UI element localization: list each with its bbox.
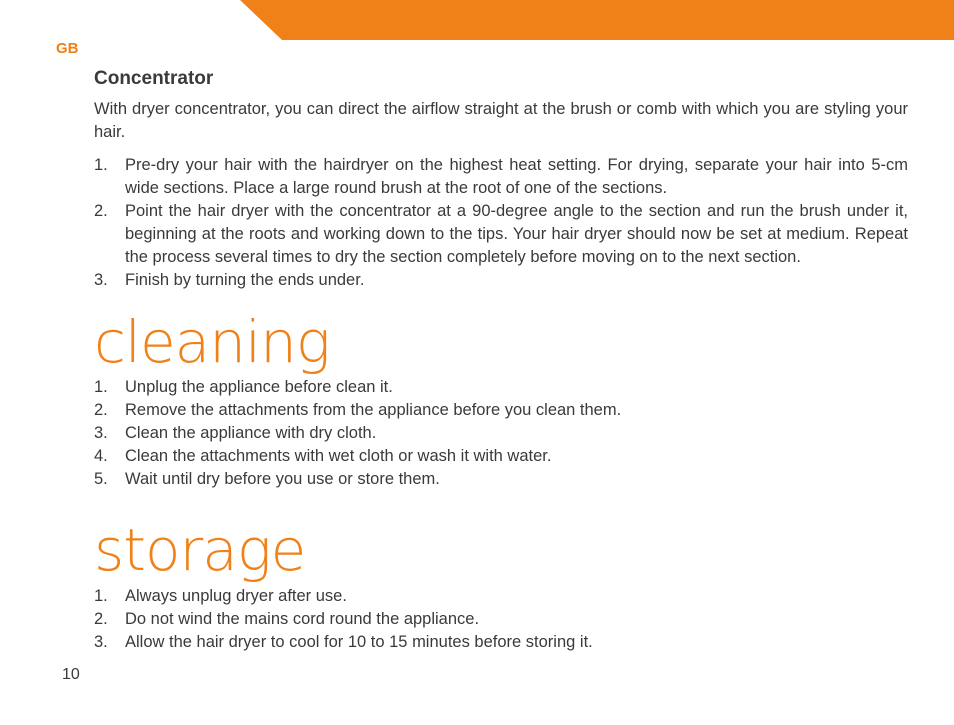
step-text: Remove the attachments from the appliance before you clean them. — [125, 401, 622, 419]
step-number: 2. — [94, 401, 108, 419]
list-item — [94, 376, 908, 399]
step-number: 4. — [94, 447, 108, 465]
list-item — [94, 445, 908, 468]
step-number: 2. — [94, 610, 108, 628]
list-item — [94, 631, 908, 654]
step-text: Do not wind the mains cord round the appliance. — [125, 610, 480, 628]
concentrator-heading: Concentrator — [94, 68, 214, 89]
list-item — [94, 608, 908, 631]
list-item — [94, 468, 908, 491]
step-number: 2. — [94, 202, 108, 220]
concentrator-intro: With dryer concentrator, you can direct the airflow straight at the brush or comb with which you are styling your hair. — [94, 100, 908, 141]
step-number: 1. — [94, 378, 108, 396]
step-number: 1. — [94, 587, 108, 605]
list-item — [94, 585, 908, 608]
step-number: 3. — [94, 633, 108, 651]
step-text: Clean the attachments with wet cloth or wash it with water. — [125, 447, 552, 465]
step-text: Wait until dry before you use or store them. — [125, 470, 440, 488]
step-text: Clean the appliance with dry cloth. — [125, 424, 377, 442]
step-number: 3. — [94, 424, 108, 442]
step-number: 3. — [94, 271, 108, 289]
list-item — [94, 269, 908, 292]
list-item — [94, 154, 908, 200]
storage-title: storage — [94, 516, 306, 584]
list-item — [94, 399, 908, 422]
list-item — [94, 422, 908, 445]
step-text: Always unplug dryer after use. — [125, 587, 347, 605]
step-text: Point the hair dryer with the concentrator at a 90-degree angle to the section and run the brush under it, beginning at the roots and working down to the tips. Your hair dryer should now be set at medium. Repeat the process several times to dry the section completely before moving on to the next section. — [125, 202, 908, 266]
cleaning-title: cleaning — [94, 308, 330, 376]
page-content — [94, 66, 908, 654]
orange-header-band — [0, 0, 954, 40]
list-item — [94, 200, 908, 269]
step-number: 5. — [94, 470, 108, 488]
cleaning-steps — [94, 376, 908, 491]
step-text: Unplug the appliance before clean it. — [125, 378, 393, 396]
orange-header-shape — [240, 0, 954, 40]
concentrator-steps — [94, 154, 908, 292]
step-text: Allow the hair dryer to cool for 10 to 15 minutes before storing it. — [125, 633, 593, 651]
step-text: Pre-dry your hair with the hairdryer on the highest heat setting. For drying, separate your hair into 5-cm wide sections. Place a large round brush at the root of one of the sections. — [125, 156, 908, 197]
storage-steps — [94, 585, 908, 654]
language-code: GB — [56, 40, 79, 57]
step-number: 1. — [94, 156, 108, 174]
step-text: Finish by turning the ends under. — [125, 271, 365, 289]
page-number: 10 — [62, 666, 80, 683]
